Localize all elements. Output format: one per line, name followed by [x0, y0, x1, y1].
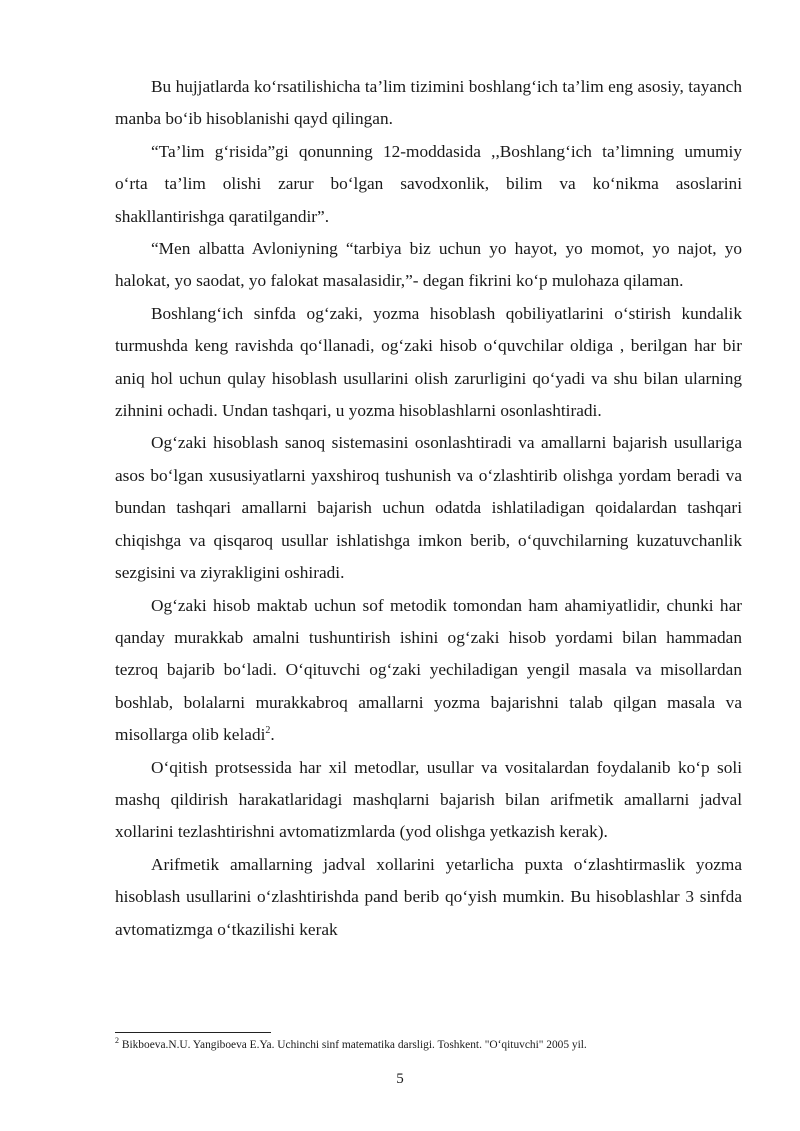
- footnote: [115, 1037, 742, 1053]
- body-text: [115, 71, 742, 946]
- paragraph-5: Og‘zaki hisoblash sanoq sistemasini osonlashtiradi va amallarni bajarish usullariga asos bo‘lgan xususiyatlarni yaxshiroq tushunish va o‘zlashtirib olishga yordam beradi va bundan tashqari amallarni bajarish uchun odatda ishlatiladigan qoidalardan tashqari chiqishga va qisqaroq usullar ishlatishga imkon berib, o‘quvchilarning kuzatuvchanlik sezgisini va ziyrakligini oshiradi.: [115, 433, 742, 583]
- paragraph-3: “Men albatta Avloniyning “tarbiya biz uchun yo hayot, yo momot, yo najot, yo halokat, yo saodat, yo falokat masalasidir,”- degan fikrini ko‘p mulohaza qilaman.: [115, 239, 742, 291]
- paragraph-2: “Ta’lim g‘risida”gi qonunning 12-moddasida ,,Boshlang‘ich ta’limning umumiy o‘rta ta’lim olishi zarur bo‘lgan savodxonlik, bilim va ko‘nikma asoslarini shakllantirishga qaratilgandir”.: [115, 141, 742, 226]
- paragraph-8: Arifmetik amallarning jadval xollarini yetarlicha puxta o‘zlashtirmaslik yozma hisoblash usullarini o‘zlashtirishda pand berib qo‘yish mumkin. Bu hisoblashlar 3 sinfda avtomatizmga o‘tkazilishi kerak: [115, 854, 742, 939]
- paragraph-1: Bu hujjatlarda ko‘rsatilishicha ta’lim tizimini boshlang‘ich ta’lim eng asosiy, tayanch manba bo‘ib hisoblanishi qayd qilingan.: [115, 77, 742, 129]
- footnote-marker: 2: [115, 1036, 119, 1046]
- paragraph-6: Og‘zaki hisob maktab uchun sof metodik tomondan ham ahamiyatlidir, chunki har qanday murakkab amalni tushuntirish ishini og‘zaki hisob yordami bilan hammadan tezroq bajarib bo‘ladi. O‘qituvchi og‘zaki yechiladigan yengil masala va misollardan boshlab, bolalarni murakkabroq amallarni yozma bajarishni talab qilgan masala va misollarga olib keladi$^2$.: [115, 595, 742, 745]
- footnote-reference: 2: [265, 725, 271, 737]
- paragraph-7: O‘qitish protsessida har xil metodlar, usullar va vositalardan foydalanib ko‘p soli mashq qildirish harakatlaridagi mashqlarni bajarish bilan arifmetik amallarni jadval xollarini tezlashtirishni avtomatizmlarda (yod olishga yetkazish kerak).: [115, 757, 742, 842]
- paragraph-4: Boshlang‘ich sinfda og‘zaki, yozma hisoblash qobiliyatlarini o‘stirish kundalik turmushda keng ravishda qo‘llanadi, og‘zaki hisob o‘quvchilar oldiga , berilgan har bir aniq hol uchun qulay hisoblash usullarini olish zarurligini qo‘yadi va shu bilan ularning zihnini ochadi. Undan tashqari, u yozma hisoblashlarni osonlashtiradi.: [115, 303, 742, 421]
- footnote-separator: [115, 1032, 271, 1033]
- footnote-text: Bikboeva.N.U. Yangiboeva E.Ya. Uchinchi sinf matematika darsligi. Toshkent. "O‘qituvchi" 2005 yil.: [119, 1039, 587, 1051]
- page-number: 5: [396, 1071, 404, 1087]
